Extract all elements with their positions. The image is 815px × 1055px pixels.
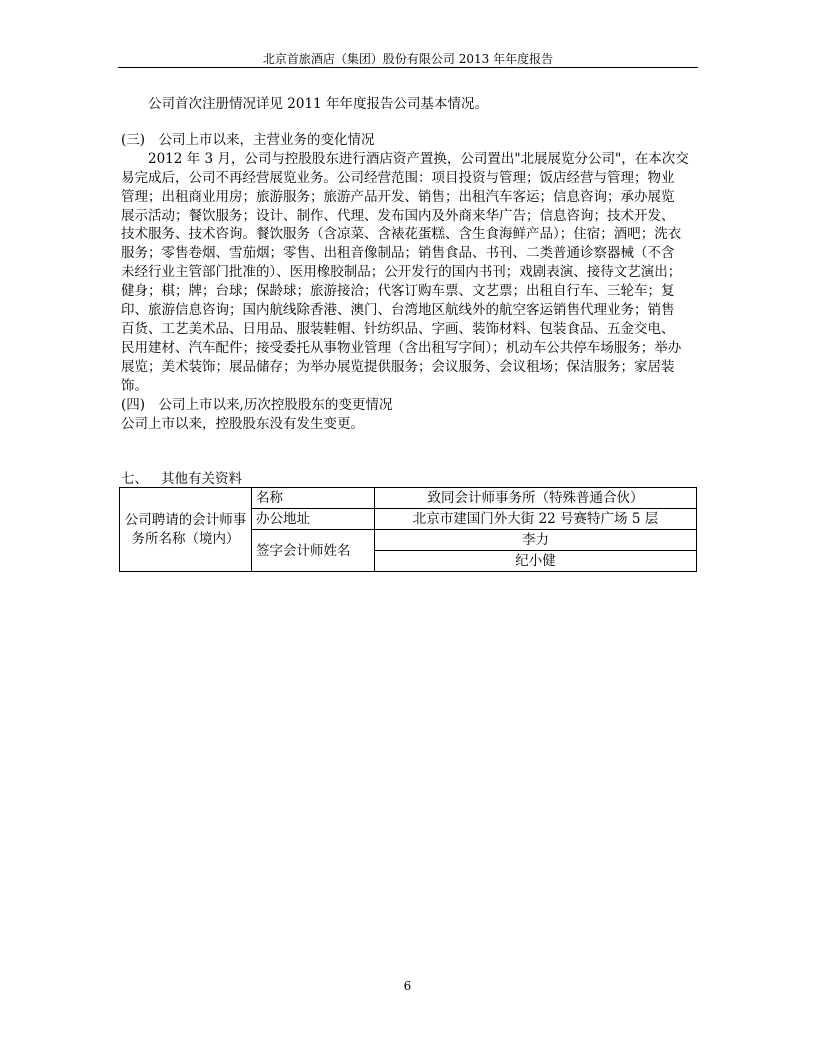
section-7-number: 七、 bbox=[121, 471, 148, 487]
section-3-line: 健身；棋；牌；台球；保龄球；旅游接洽；代客订购车票、文艺票；出租自行车、三轮车；复 bbox=[121, 283, 675, 300]
page-number: 6 bbox=[403, 979, 412, 993]
page-header: 北京首旅酒店（集团）股份有限公司 2013 年年度报告 bbox=[262, 52, 554, 66]
section-7-heading bbox=[121, 467, 242, 487]
name-key-cell: 名称 bbox=[252, 488, 375, 509]
report-body bbox=[121, 95, 696, 433]
address-value-cell: 北京市建国门外大街 22 号赛特广场 5 层 bbox=[375, 509, 697, 530]
header-divider bbox=[118, 67, 698, 68]
section-3-title: (三) 公司上市以来，主营业务的变化情况 bbox=[121, 131, 375, 148]
section-3-line: 展览；美术装饰；展品储存；为举办展览提供服务；会议服务、会议租场；保洁服务；家居装 bbox=[121, 358, 675, 375]
registration-paragraph: 公司首次注册情况详见 2011 年年度报告公司基本情况。 bbox=[148, 96, 488, 112]
section-4-text: 公司上市以来，控股股东没有发生变更。 bbox=[121, 415, 364, 432]
name-value-cell: 致同会计师事务所（特殊普通合伙） bbox=[375, 488, 697, 509]
section-3-line: 服务；零售卷烟、雪茄烟；零售、出租音像制品；销售食品、书刊、二类普通诊察器械（不含 bbox=[121, 245, 675, 262]
signer-value-cell: 纪小健 bbox=[375, 551, 697, 572]
section-3-line: 2012 年 3 月，公司与控股股东进行酒店资产置换，公司置出"北展展览分公司"，在本次交 bbox=[148, 150, 689, 167]
section-3-line: 管理；出租商业用房；旅游服务；旅游产品开发、销售；出租汽车客运；信息咨询；承办展览 bbox=[121, 188, 675, 205]
section-3-line: 展示活动；餐饮服务；设计、制作、代理、发布国内及外商来华广告；信息咨询；技术开发、 bbox=[121, 207, 675, 224]
table-row bbox=[120, 488, 697, 509]
section-3-line: 印、旅游信息咨询；国内航线除香港、澳门、台湾地区航线外的航空客运销售代理业务；销售 bbox=[121, 302, 675, 319]
section-3-line: 饰。 bbox=[121, 377, 148, 394]
section-7-title: 其他有关资料 bbox=[161, 471, 242, 487]
section-3-line: 易完成后，公司不再经营展览业务。公司经营范围：项目投资与管理；饭店经营与管理；物业 bbox=[121, 169, 675, 186]
signer-value-cell: 李力 bbox=[375, 530, 697, 551]
section-3-line: 民用建材、汽车配件；接受委托从事物业管理（含出租写字间）；机动车公共停车场服务；举办 bbox=[121, 339, 682, 356]
section-3-paragraph bbox=[121, 150, 696, 396]
signer-key-cell: 签字会计师姓名 bbox=[252, 530, 375, 572]
section-4-title: (四) 公司上市以来,历次控股股东的变更情况 bbox=[121, 396, 393, 413]
paragraph-spacer bbox=[121, 114, 696, 131]
section-3-line: 百货、工艺美术品、日用品、服装鞋帽、针纺织品、字画、装饰材料、包装食品、五金交电、 bbox=[121, 320, 675, 337]
section-3-line: 未经行业主管部门批准的）、医用橡胶制品；公开发行的国内书刊；戏剧表演、接待文艺演出； bbox=[121, 264, 682, 281]
auditor-info-table bbox=[119, 487, 697, 572]
address-key-cell: 办公地址 bbox=[252, 509, 375, 530]
auditor-row-label: 公司聘请的会计师事务所名称（境内） bbox=[120, 488, 252, 572]
section-3-line: 技术服务、技术咨询。餐饮服务（含凉菜、含裱花蛋糕、含生食海鲜产品）；住宿；酒吧；洗衣 bbox=[121, 226, 682, 243]
